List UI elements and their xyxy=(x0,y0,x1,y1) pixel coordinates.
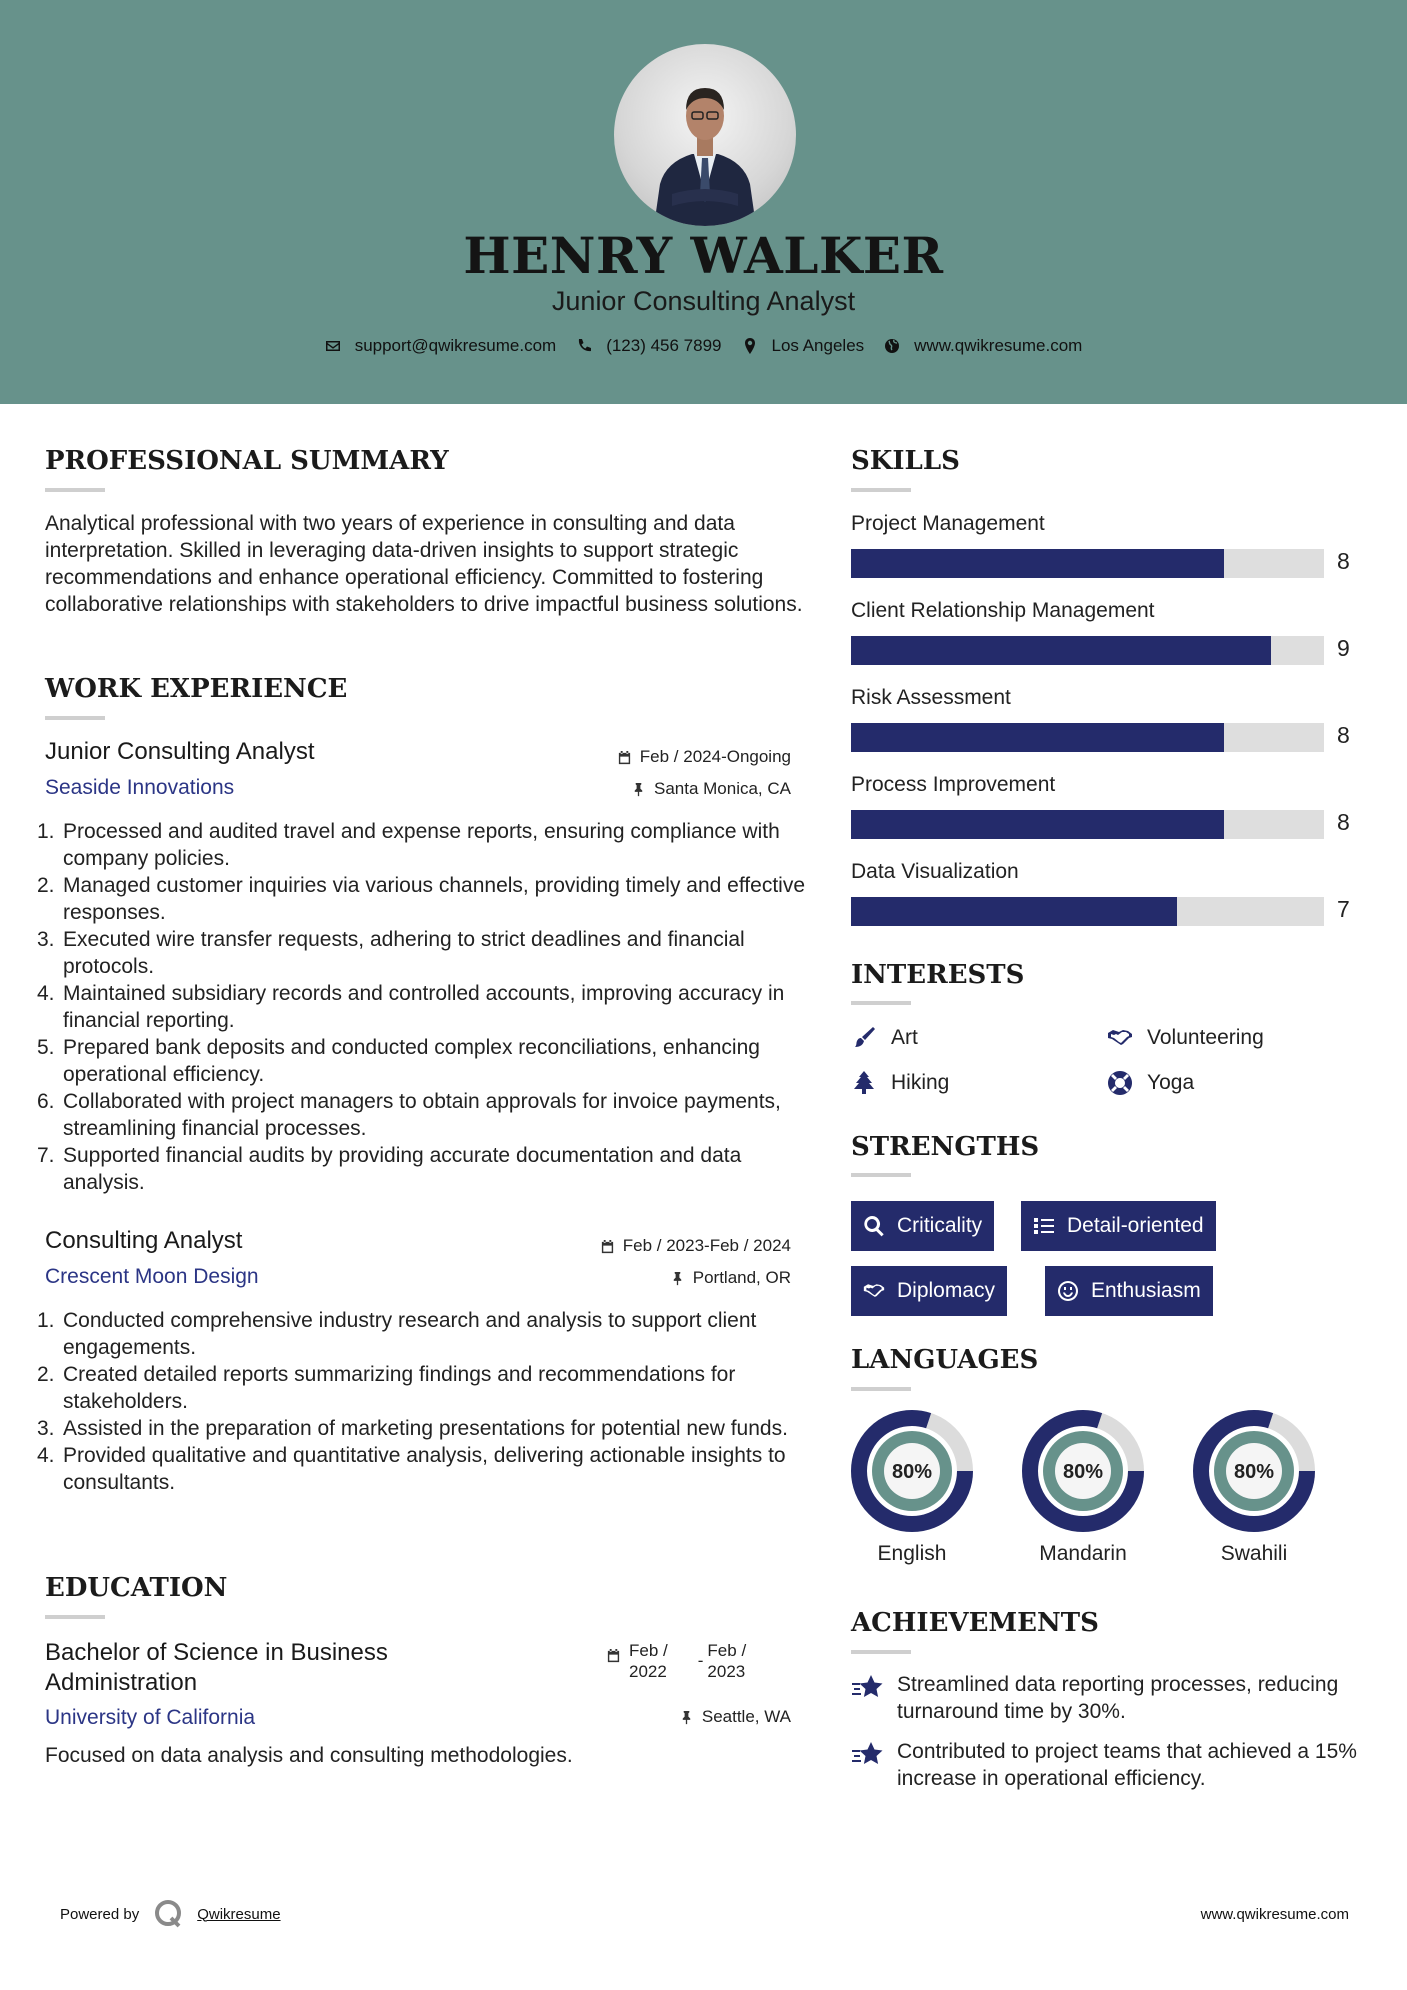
skill-label: Process Improvement xyxy=(851,773,1056,796)
job-dates-1 xyxy=(617,747,791,767)
list-item: 5. Prepared bank deposits and conducted complex reconciliations, enhancing operational efficiency. xyxy=(37,1036,760,1086)
language-name: English xyxy=(877,1542,947,1565)
calendar-icon xyxy=(606,1648,621,1663)
handshake-icon xyxy=(863,1280,885,1302)
job-title-1: Junior Consulting Analyst xyxy=(45,738,315,765)
skill-label: Risk Assessment xyxy=(851,686,1011,709)
strengths-heading: STRENGTHS xyxy=(851,1132,1040,1162)
interests-rule xyxy=(851,1001,911,1005)
skill-bar-fill xyxy=(851,636,1271,665)
paintbrush-icon xyxy=(851,1025,877,1051)
skill-value: 8 xyxy=(1337,548,1350,574)
envelope-icon xyxy=(325,338,341,354)
skills-rule xyxy=(851,488,911,492)
job-dates-2 xyxy=(600,1236,791,1256)
job-location-2-text: Portland, OR xyxy=(692,1268,791,1287)
education-degree xyxy=(45,1638,388,1698)
experience-rule xyxy=(45,716,105,720)
strength-criticality xyxy=(851,1201,994,1251)
language-donut xyxy=(1193,1410,1315,1532)
strength-enthusiasm xyxy=(1045,1266,1213,1316)
list-item: 2. Managed customer inquiries via various channels, providing timely and effective responses. xyxy=(37,874,806,924)
star-badge-icon xyxy=(851,1740,885,1770)
achievement-item-2 xyxy=(851,1738,1371,1792)
strength-detail-oriented xyxy=(1021,1201,1216,1251)
education-location-text: Seattle, WA xyxy=(701,1707,791,1726)
tree-icon xyxy=(851,1070,877,1096)
list-item-text: Processed and audited travel and expense reports, ensuring compliance with company policies. xyxy=(63,820,780,870)
strength-diplomacy xyxy=(851,1266,1007,1316)
skill-bar-track xyxy=(851,810,1324,839)
list-item-text: Prepared bank deposits and conducted complex reconciliations, enhancing operational efficiency. xyxy=(63,1036,760,1086)
powered-by-label: Powered by xyxy=(60,1905,140,1923)
education-start xyxy=(629,1640,668,1682)
strength-detail-oriented-label: Detail-oriented xyxy=(1067,1214,1204,1237)
job-location-1-text: Santa Monica, CA xyxy=(653,779,791,798)
interests-heading: INTERESTS xyxy=(851,960,1025,990)
interest-yoga xyxy=(1107,1070,1194,1096)
education-start-line2: 2022 xyxy=(629,1662,667,1681)
list-item: 6. Collaborated with project managers to obtain approvals for invoice payments, streamlining financial processes. xyxy=(37,1090,781,1140)
list-item: 1. Processed and audited travel and expense reports, ensuring compliance with company policies. xyxy=(37,820,780,870)
interest-hiking xyxy=(851,1070,949,1096)
list-icon xyxy=(1033,1215,1055,1237)
pushpin-icon xyxy=(631,782,646,797)
interest-volunteering-label: Volunteering xyxy=(1147,1026,1264,1049)
list-item-text: Provided qualitative and quantitative analysis, delivering actionable insights to consultants. xyxy=(63,1444,786,1494)
education-degree-line2: Administration xyxy=(45,1669,198,1696)
strengths-rule xyxy=(851,1173,911,1177)
achievements-rule xyxy=(851,1650,911,1654)
education-location xyxy=(679,1707,791,1727)
contact-bar xyxy=(0,336,1407,356)
list-item: 3. Assisted in the preparation of marketing presentations for potential new funds. xyxy=(37,1417,788,1440)
skill-bar-track xyxy=(851,636,1324,665)
education-school[interactable]: University of California xyxy=(45,1706,256,1729)
job-dates-2-text: Feb / 2023-Feb / 2024 xyxy=(622,1236,791,1255)
interest-art-label: Art xyxy=(891,1026,918,1049)
language-donut xyxy=(1022,1410,1144,1532)
skill-value: 7 xyxy=(1337,896,1350,922)
contact-website-text: www.qwikresume.com xyxy=(914,336,1083,355)
education-end xyxy=(707,1640,746,1682)
qwikresume-link[interactable]: Qwikresume xyxy=(197,1905,281,1923)
skill-label: Project Management xyxy=(851,512,1045,535)
experience-heading: WORK EXPERIENCE xyxy=(45,674,348,704)
language-name: Swahili xyxy=(1220,1542,1288,1565)
interest-art xyxy=(851,1025,918,1051)
job-bullets-2 xyxy=(37,1307,807,1496)
languages-rule xyxy=(851,1387,911,1391)
handshake-icon xyxy=(1107,1025,1133,1051)
language-chart xyxy=(851,1410,973,1565)
strength-criticality-label: Criticality xyxy=(897,1214,983,1237)
skill-bar-track xyxy=(851,723,1324,752)
list-item-text: Collaborated with project managers to obtain approvals for invoice payments, streamlining financial processes. xyxy=(63,1090,781,1140)
contact-phone-text: (123) 456 7899 xyxy=(606,336,722,355)
pushpin-icon xyxy=(670,1271,685,1286)
summary-text: Analytical professional with two years of experience in consulting and data interpretation. Skilled in leveraging data-driven insights to support strategic recommendations and enhance operational efficiency. Committed to fostering collaborative relationships with stakeholders to drive impactful business solutions. xyxy=(45,512,803,616)
education-rule xyxy=(45,1615,105,1619)
contact-email[interactable] xyxy=(325,336,557,356)
language-percent: 80% xyxy=(1062,1461,1104,1483)
calendar-icon xyxy=(600,1239,615,1254)
map-pin-icon xyxy=(742,338,758,354)
education-description: Focused on data analysis and consulting methodologies. xyxy=(45,1744,573,1767)
contact-phone[interactable] xyxy=(576,336,721,356)
pushpin-icon xyxy=(679,1710,694,1725)
list-item: 1. Conducted comprehensive industry research and analysis to support client engagements. xyxy=(37,1309,757,1359)
summary-heading: PROFESSIONAL SUMMARY xyxy=(45,446,449,476)
list-item-text: Executed wire transfer requests, adhering to strict deadlines and financial protocols. xyxy=(63,928,745,978)
smile-icon xyxy=(1057,1280,1079,1302)
contact-email-text: support@qwikresume.com xyxy=(354,336,557,355)
list-item: 4. Maintained subsidiary records and controlled accounts, improving accuracy in financial reporting. xyxy=(37,982,785,1032)
skill-bar-fill xyxy=(851,810,1224,839)
achievement-text-2: Contributed to project teams that achieved a 15% increase in operational efficiency. xyxy=(897,1740,1357,1790)
list-item-text: Conducted comprehensive industry research and analysis to support client engagements. xyxy=(63,1309,757,1359)
strength-diplomacy-label: Diplomacy xyxy=(897,1279,996,1302)
skill-bar-fill xyxy=(851,723,1224,752)
interest-hiking-label: Hiking xyxy=(891,1071,950,1094)
list-item: 3. Executed wire transfer requests, adhering to strict deadlines and financial protocols. xyxy=(37,928,745,978)
job-title-2: Consulting Analyst xyxy=(45,1227,243,1254)
job-dates-1-text: Feb / 2024-Ongoing xyxy=(639,747,791,766)
calendar-icon xyxy=(617,750,632,765)
language-name: Mandarin xyxy=(1039,1542,1127,1565)
skill-label: Data Visualization xyxy=(851,860,1019,883)
language-percent: 80% xyxy=(891,1461,933,1483)
skill-bar-fill xyxy=(851,897,1177,926)
list-item: 2. Created detailed reports summarizing findings and recommendations for stakeholders. xyxy=(37,1363,736,1413)
skill-value: 8 xyxy=(1337,809,1350,835)
education-end-line2: 2023 xyxy=(707,1662,746,1681)
list-item-text: Managed customer inquiries via various channels, providing timely and effective responses. xyxy=(63,874,806,924)
education-start-line1: Feb / xyxy=(629,1641,668,1660)
list-item: 4. Provided qualitative and quantitative analysis, delivering actionable insights to consultants. xyxy=(37,1444,786,1494)
job-location-1 xyxy=(631,779,791,799)
language-chart xyxy=(1193,1410,1315,1565)
achievements-heading: ACHIEVEMENTS xyxy=(851,1608,1099,1638)
skill-label: Client Relationship Management xyxy=(851,599,1155,622)
skills-heading: SKILLS xyxy=(851,446,960,476)
language-percent: 80% xyxy=(1233,1461,1275,1483)
candidate-title: Junior Consulting Analyst xyxy=(551,286,856,316)
list-item: 7. Supported financial audits by providing accurate documentation and data analysis. xyxy=(37,1144,742,1194)
skill-bar-track xyxy=(851,549,1324,578)
list-item-text: Supported financial audits by providing accurate documentation and data analysis. xyxy=(63,1144,742,1194)
skill-value: 8 xyxy=(1337,722,1350,748)
qwikresume-logo-icon xyxy=(153,1898,185,1930)
footer-powered-by xyxy=(60,1898,281,1930)
contact-website[interactable] xyxy=(884,336,1082,356)
skill-value: 9 xyxy=(1337,635,1350,661)
summary-rule xyxy=(45,488,105,492)
globe-icon xyxy=(884,338,900,354)
interest-yoga-label: Yoga xyxy=(1147,1071,1195,1094)
skill-bar-track xyxy=(851,897,1324,926)
achievement-item-1 xyxy=(851,1671,1371,1725)
education-degree-line1: Bachelor of Science in Business xyxy=(45,1639,388,1666)
list-item-text: Assisted in the preparation of marketing presentations for potential new funds. xyxy=(63,1417,788,1440)
interest-volunteering xyxy=(1107,1025,1264,1051)
job-company-2[interactable]: Crescent Moon Design xyxy=(45,1265,259,1288)
candidate-name: HENRY WALKER xyxy=(463,226,944,285)
education-dates xyxy=(606,1640,746,1682)
list-item-text: Maintained subsidiary records and controlled accounts, improving accuracy in financial reporting. xyxy=(63,982,785,1032)
resume-header xyxy=(0,0,1407,404)
education-date-dash: - xyxy=(697,1651,704,1670)
skill-bar-fill xyxy=(851,549,1224,578)
languages-heading: LANGUAGES xyxy=(851,1345,1039,1375)
job-bullets-1 xyxy=(37,818,807,1196)
star-badge-icon xyxy=(851,1673,885,1703)
profile-photo xyxy=(614,44,796,226)
job-company-1[interactable]: Seaside Innovations xyxy=(45,776,235,799)
job-location-2 xyxy=(670,1268,791,1288)
lifebuoy-icon xyxy=(1107,1070,1133,1096)
education-heading: EDUCATION xyxy=(45,1573,228,1603)
language-donut xyxy=(851,1410,973,1532)
contact-location xyxy=(742,336,865,356)
achievement-text-1: Streamlined data reporting processes, reducing turnaround time by 30%. xyxy=(897,1673,1339,1723)
education-end-line1: Feb / xyxy=(707,1641,747,1660)
phone-icon xyxy=(576,338,592,354)
list-item-text: Created detailed reports summarizing findings and recommendations for stakeholders. xyxy=(63,1363,736,1413)
contact-location-text: Los Angeles xyxy=(771,336,865,355)
language-chart xyxy=(1022,1410,1144,1565)
footer-website[interactable]: www.qwikresume.com xyxy=(1200,1906,1349,1923)
strength-enthusiasm-label: Enthusiasm xyxy=(1091,1279,1201,1302)
search-icon xyxy=(863,1215,885,1237)
